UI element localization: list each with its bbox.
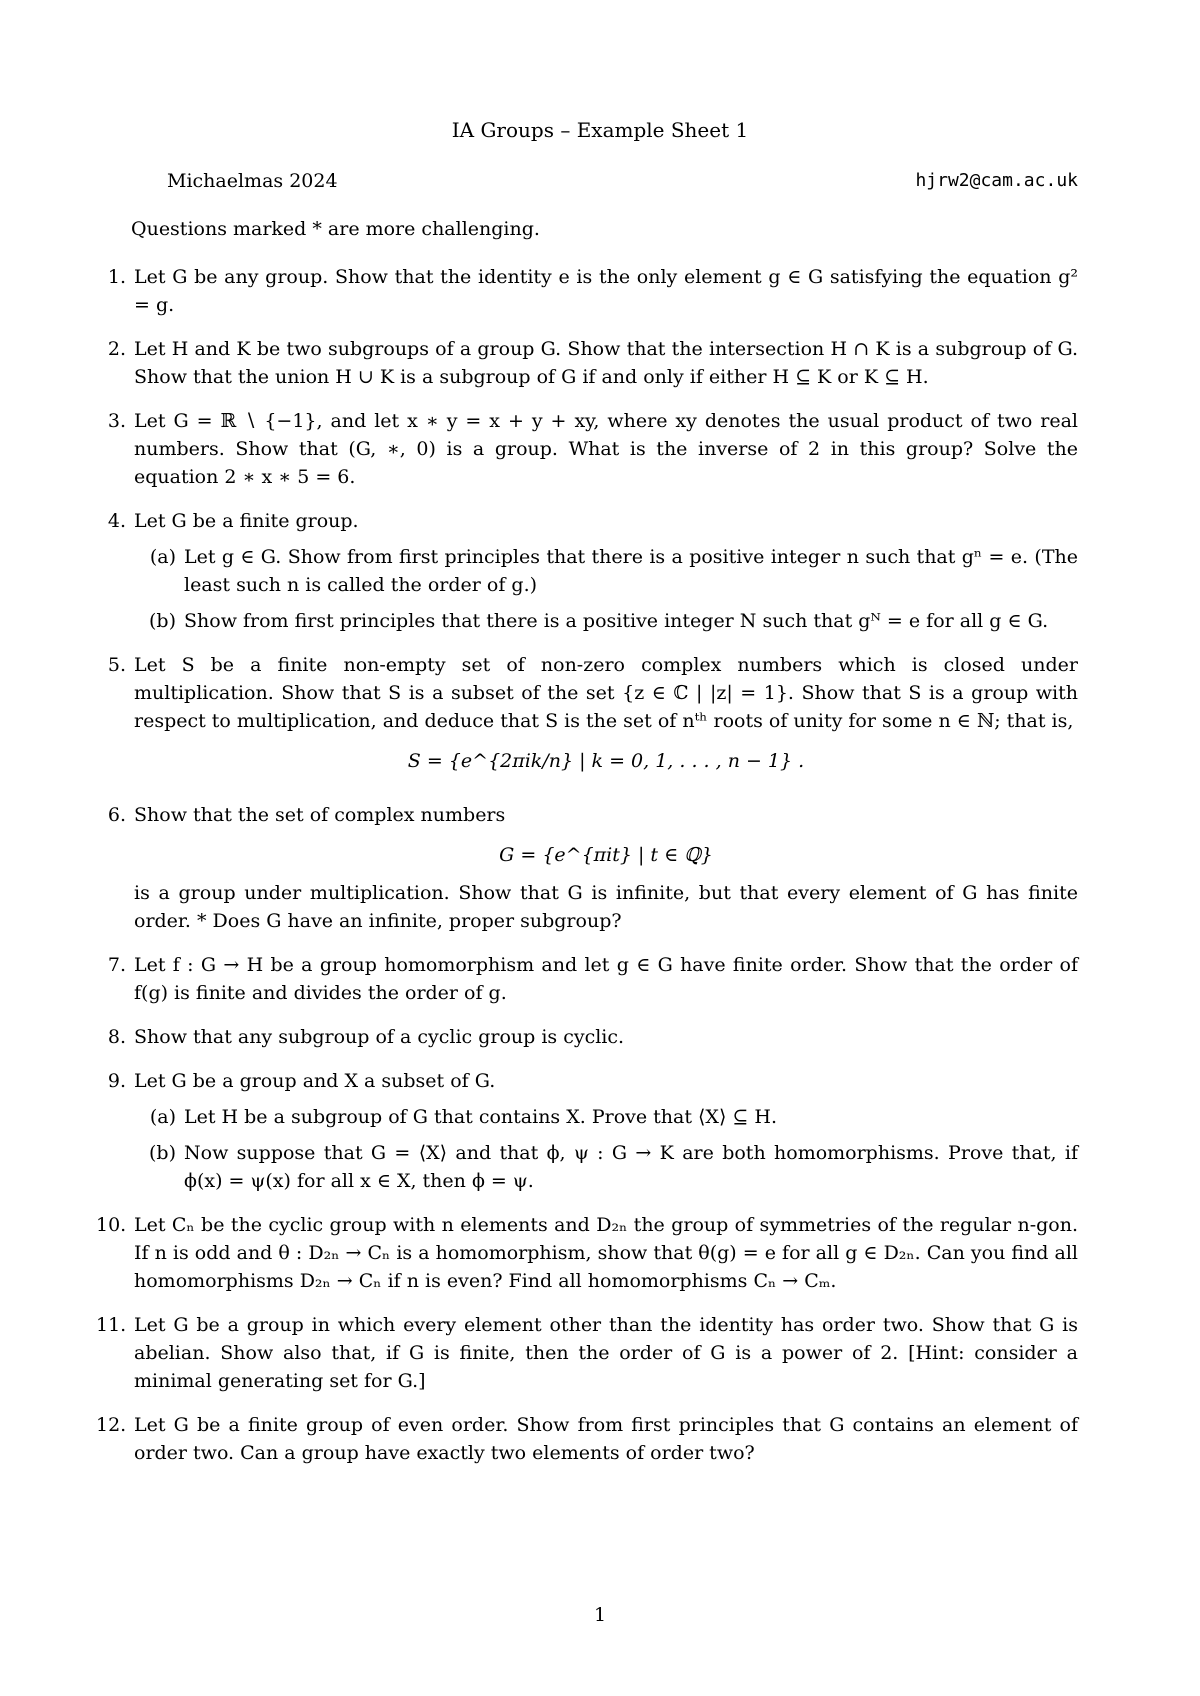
question-7 xyxy=(96,951,1078,1007)
question-text-continued: is a group under multiplication. Show that G is infinite, but that every element of G has finite order. * Does G have an infinite, proper subgroup? xyxy=(134,882,1078,932)
question-number: 6. xyxy=(107,804,126,826)
question-text: Let G be a group and X a subset of G. xyxy=(134,1070,496,1092)
question-3 xyxy=(96,407,1078,491)
author-email: hjrw2@cam.ac.uk xyxy=(915,170,1078,191)
question-part xyxy=(134,607,1078,635)
question-text: Let G = ℝ ∖ {−1}, and let x ∗ y = x + y + xy, where xy denotes the usual product of two real numbers. Show that (G, ∗, 0) is a group. What is the inverse of 2 in this group? Solve the equation 2 ∗ x ∗ 5 = 6. xyxy=(134,410,1078,488)
question-part xyxy=(134,1139,1078,1195)
question-part xyxy=(134,543,1078,599)
question-text: Show that the set of complex numbers xyxy=(134,804,506,826)
question-text: Let H and K be two subgroups of a group G. Show that the intersection H ∩ K is a subgroup of G. Show that the union H ∪ K is a subgroup of G if and only if either H ⊆ K or K ⊆ H. xyxy=(134,338,1078,388)
part-text: Now suppose that G = ⟨X⟩ and that ϕ, ψ : G → K are both homomorphisms. Prove that, if ϕ(x) = ψ(x) for all x ∈ X, then ϕ = ψ. xyxy=(184,1142,1078,1192)
question-number: 9. xyxy=(107,1070,126,1092)
question-number: 11. xyxy=(96,1314,127,1336)
question-8 xyxy=(96,1023,1078,1051)
part-label: (b) xyxy=(149,610,176,632)
question-list xyxy=(96,263,1078,1483)
question-text: Let S be a finite non-empty set of non-zero complex numbers which is closed under multiplication. Show that S is a subset of the set {z ∈ ℂ | |z| = 1}. Show that S is a group with respect to multiplication, and deduce that S is the set of nᵗʰ roots of unity for some n ∈ ℕ; that is, xyxy=(134,654,1078,732)
question-text: Let G be a group in which every element other than the identity has order two. Show that G is abelian. Show also that, if G is finite, then the order of G is a power of 2. [Hint: consider a minimal generating set for G.] xyxy=(134,1314,1078,1392)
question-number: 5. xyxy=(107,654,126,676)
term-label: Michaelmas 2024 xyxy=(167,170,338,192)
question-number: 1. xyxy=(107,266,126,288)
question-2 xyxy=(96,335,1078,391)
part-text: Let g ∈ G. Show from first principles that there is a positive integer n such that gⁿ = e. (The least such n is called the order of g.) xyxy=(184,546,1078,596)
question-6 xyxy=(96,801,1078,935)
question-11 xyxy=(96,1311,1078,1395)
question-number: 7. xyxy=(107,954,126,976)
question-number: 3. xyxy=(107,410,126,432)
question-number: 10. xyxy=(96,1214,127,1236)
part-label: (b) xyxy=(149,1142,176,1164)
display-equation: S = {e^{2πik/n} | k = 0, 1, . . . , n − 1} . xyxy=(407,750,805,772)
question-text: Let f : G → H be a group homomorphism and let g ∈ G have finite order. Show that the order of f(g) is finite and divides the order of g. xyxy=(134,954,1078,1004)
display-equation: G = {e^{πit} | t ∈ ℚ} xyxy=(499,844,713,866)
part-text: Let H be a subgroup of G that contains X. Prove that ⟨X⟩ ⊆ H. xyxy=(184,1106,777,1128)
question-text: Let G be a finite group of even order. Show from first principles that G contains an element of order two. Can a group have exactly two elements of order two? xyxy=(134,1414,1078,1464)
part-label: (a) xyxy=(149,546,176,568)
page-number: 1 xyxy=(593,1604,607,1626)
question-10 xyxy=(96,1211,1078,1295)
document-title: IA Groups – Example Sheet 1 xyxy=(451,118,749,142)
question-4 xyxy=(96,507,1078,635)
question-12 xyxy=(96,1411,1078,1467)
question-part xyxy=(134,1103,1078,1131)
question-text: Show that any subgroup of a cyclic group is cyclic. xyxy=(134,1026,625,1048)
part-text: Show from first principles that there is a positive integer N such that gᴺ = e for all g ∈ G. xyxy=(184,610,1049,632)
question-text: Let Cₙ be the cyclic group with n elements and D₂ₙ the group of symmetries of the regular n-gon. If n is odd and θ : D₂ₙ → Cₙ is a homomorphism, show that θ(g) = e for all g ∈ D₂ₙ. Can you find all homomorphisms D₂ₙ → Cₙ if n is even? Find all homomorphisms Cₙ → Cₘ. xyxy=(134,1214,1078,1292)
question-text: Let G be any group. Show that the identity e is the only element g ∈ G satisfying the equation g² = g. xyxy=(134,266,1078,316)
question-number: 4. xyxy=(107,510,126,532)
part-label: (a) xyxy=(149,1106,176,1128)
question-number: 8. xyxy=(107,1026,126,1048)
question-number: 2. xyxy=(107,338,126,360)
question-number: 12. xyxy=(96,1414,127,1436)
question-9 xyxy=(96,1067,1078,1195)
question-5 xyxy=(96,651,1078,785)
question-1 xyxy=(96,263,1078,319)
question-text: Let G be a finite group. xyxy=(134,510,359,532)
intro-note: Questions marked * are more challenging. xyxy=(131,218,540,240)
